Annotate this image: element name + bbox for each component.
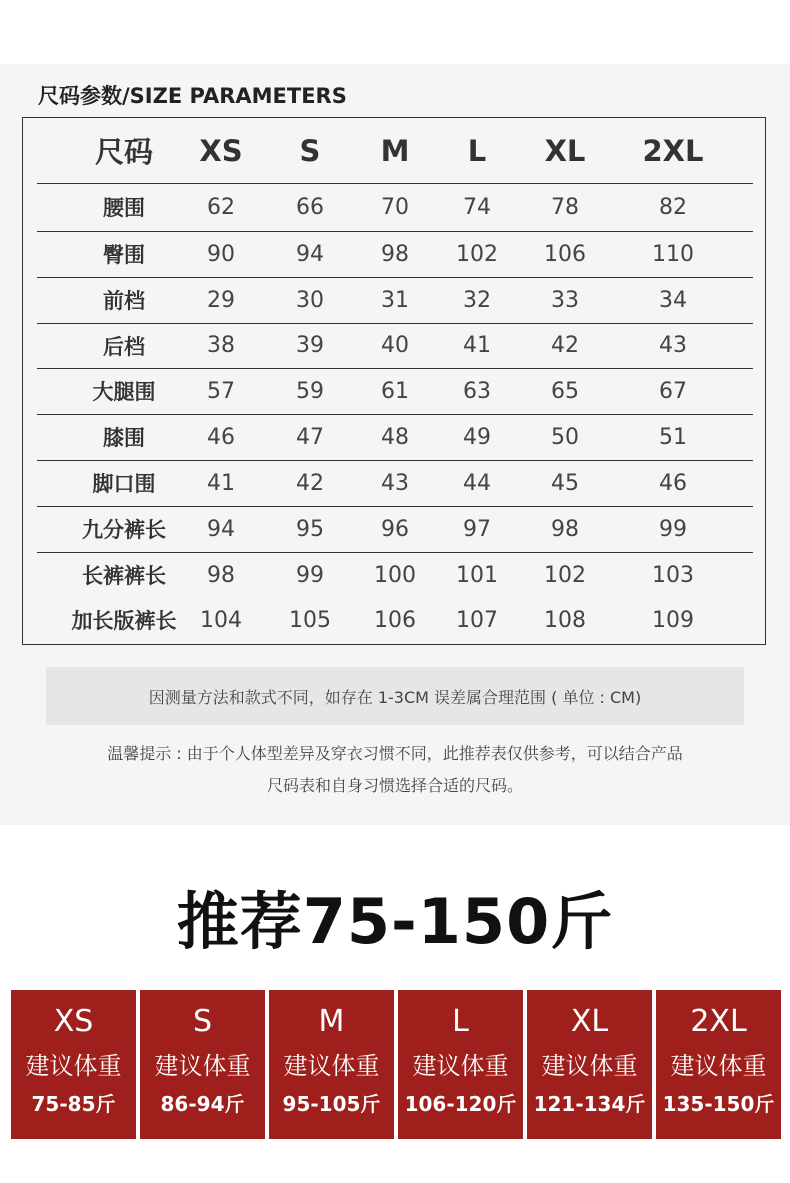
card-size: XS — [53, 1004, 94, 1039]
table-cell: 49 — [463, 424, 491, 450]
table-cell: 62 — [207, 194, 235, 220]
card-size: XL — [570, 1004, 609, 1039]
table-cell: 59 — [296, 378, 324, 404]
weight-card — [11, 990, 136, 1139]
table-cell: 98 — [207, 562, 235, 588]
table-cell: 94 — [296, 241, 324, 267]
table-row — [37, 506, 753, 553]
table-cell: 46 — [659, 470, 687, 496]
card-label: 建议体重 — [670, 1052, 767, 1080]
weight-card — [140, 990, 265, 1139]
row-label: 大腿围 — [92, 380, 156, 404]
card-label: 建议体重 — [154, 1052, 251, 1080]
table-cell: 43 — [659, 333, 687, 358]
row-label: 膝围 — [103, 426, 145, 450]
card-size: S — [192, 1004, 213, 1039]
table-cell: 97 — [463, 516, 491, 542]
table-cell: 45 — [551, 470, 579, 496]
table-cell: 98 — [551, 516, 579, 542]
row-label: 臀围 — [103, 243, 145, 267]
card-label: 建议体重 — [283, 1052, 380, 1080]
recommend-title: 推荐75-150斤 — [176, 885, 614, 958]
table-row — [37, 323, 753, 369]
table-cell: 57 — [207, 378, 235, 404]
table-cell: 40 — [381, 333, 409, 358]
table-cell: 107 — [456, 607, 498, 633]
row-label: 长裤裤长 — [82, 564, 166, 588]
header-size: M — [380, 133, 410, 168]
table-cell: 39 — [296, 333, 324, 358]
card-size: M — [318, 1004, 345, 1039]
table-cell: 32 — [463, 287, 491, 313]
table-cell: 99 — [296, 562, 324, 588]
weight-card — [269, 990, 394, 1139]
table-cell: 67 — [659, 378, 687, 404]
table-row — [37, 277, 753, 324]
table-cell: 70 — [381, 194, 409, 220]
card-label: 建议体重 — [25, 1052, 122, 1080]
row-label: 九分裤长 — [82, 518, 166, 542]
weight-card — [656, 990, 781, 1139]
size-table — [22, 117, 766, 645]
header-size: XS — [199, 133, 243, 168]
tip-line-1: 温馨提示 : 由于个人体型差异及穿衣习惯不同，此推荐表仅供参考，可以结合产品 — [107, 744, 683, 763]
table-cell: 96 — [381, 516, 409, 542]
table-cell: 46 — [207, 424, 235, 450]
table-row — [37, 598, 753, 642]
header-size: XL — [544, 133, 586, 168]
table-cell: 103 — [652, 562, 694, 588]
table-cell: 99 — [659, 516, 687, 542]
table-cell: 48 — [381, 424, 409, 450]
table-cell: 108 — [544, 607, 586, 633]
card-weight-range: 106-120斤 — [404, 1092, 517, 1116]
card-weight-range: 86-94斤 — [160, 1092, 245, 1116]
table-cell: 98 — [381, 241, 409, 267]
section-title: 尺码参数/SIZE PARAMETERS — [38, 84, 347, 108]
table-cell: 110 — [652, 241, 694, 267]
table-cell: 47 — [296, 424, 324, 450]
table-cell: 95 — [296, 516, 324, 542]
row-label: 后档 — [103, 334, 145, 359]
table-cell: 106 — [374, 607, 416, 633]
table-cell: 42 — [551, 333, 579, 358]
tip-line-2: 尺码表和自身习惯选择合适的尺码。 — [266, 776, 523, 795]
table-header-row — [37, 118, 753, 184]
card-size: 2XL — [690, 1004, 747, 1039]
table-row — [37, 460, 753, 507]
row-label: 前档 — [103, 289, 145, 313]
table-cell: 109 — [652, 607, 694, 633]
table-cell: 30 — [296, 287, 324, 313]
table-cell: 61 — [381, 378, 409, 404]
weight-card — [398, 990, 523, 1139]
table-row — [37, 414, 753, 461]
measurement-note-text: 因测量方法和款式不同，如存在 1-3CM 误差属合理范围 ( 单位 : CM) — [148, 687, 642, 707]
card-weight-range: 135-150斤 — [662, 1092, 775, 1116]
table-cell: 94 — [207, 516, 235, 542]
card-label: 建议体重 — [541, 1052, 638, 1080]
row-label: 腰围 — [103, 196, 145, 220]
header-size: L — [467, 133, 487, 168]
table-cell: 33 — [551, 287, 579, 313]
table-cell: 101 — [456, 562, 498, 588]
table-cell: 65 — [551, 378, 579, 404]
table-cell: 63 — [463, 378, 491, 404]
card-weight-range: 95-105斤 — [282, 1092, 381, 1116]
table-cell: 44 — [463, 470, 491, 496]
table-cell: 102 — [456, 241, 498, 267]
table-cell: 34 — [659, 287, 687, 313]
table-cell: 105 — [289, 607, 331, 633]
table-cell: 42 — [296, 470, 324, 496]
table-row — [37, 183, 753, 232]
table-cell: 100 — [374, 562, 416, 588]
card-weight-range: 75-85斤 — [31, 1092, 116, 1116]
table-cell: 38 — [207, 333, 235, 358]
table-row — [37, 552, 753, 598]
row-label: 脚口围 — [92, 472, 156, 496]
table-cell: 78 — [551, 194, 579, 220]
table-cell: 51 — [659, 424, 687, 450]
header-size: S — [299, 133, 321, 168]
table-cell: 29 — [207, 287, 235, 313]
table-cell: 41 — [463, 333, 491, 358]
table-cell: 74 — [463, 194, 491, 220]
table-cell: 104 — [200, 607, 242, 633]
table-row — [37, 368, 753, 415]
table-cell: 106 — [544, 241, 586, 267]
table-cell: 102 — [544, 562, 586, 588]
weight-card — [527, 990, 652, 1139]
card-weight-range: 121-134斤 — [533, 1092, 646, 1116]
header-label: 尺码 — [94, 135, 153, 169]
table-cell: 90 — [207, 241, 235, 267]
row-label: 加长版裤长 — [71, 609, 177, 633]
table-cell: 43 — [381, 470, 409, 496]
card-label: 建议体重 — [412, 1052, 509, 1080]
measurement-note — [46, 667, 744, 725]
table-cell: 31 — [381, 287, 409, 313]
top-margin — [0, 0, 790, 64]
table-cell: 41 — [207, 470, 235, 496]
card-size: L — [452, 1004, 469, 1039]
table-cell: 82 — [659, 194, 687, 220]
table-cell: 66 — [296, 194, 324, 220]
header-size: 2XL — [642, 133, 704, 168]
table-row — [37, 231, 753, 278]
table-cell: 50 — [551, 424, 579, 450]
